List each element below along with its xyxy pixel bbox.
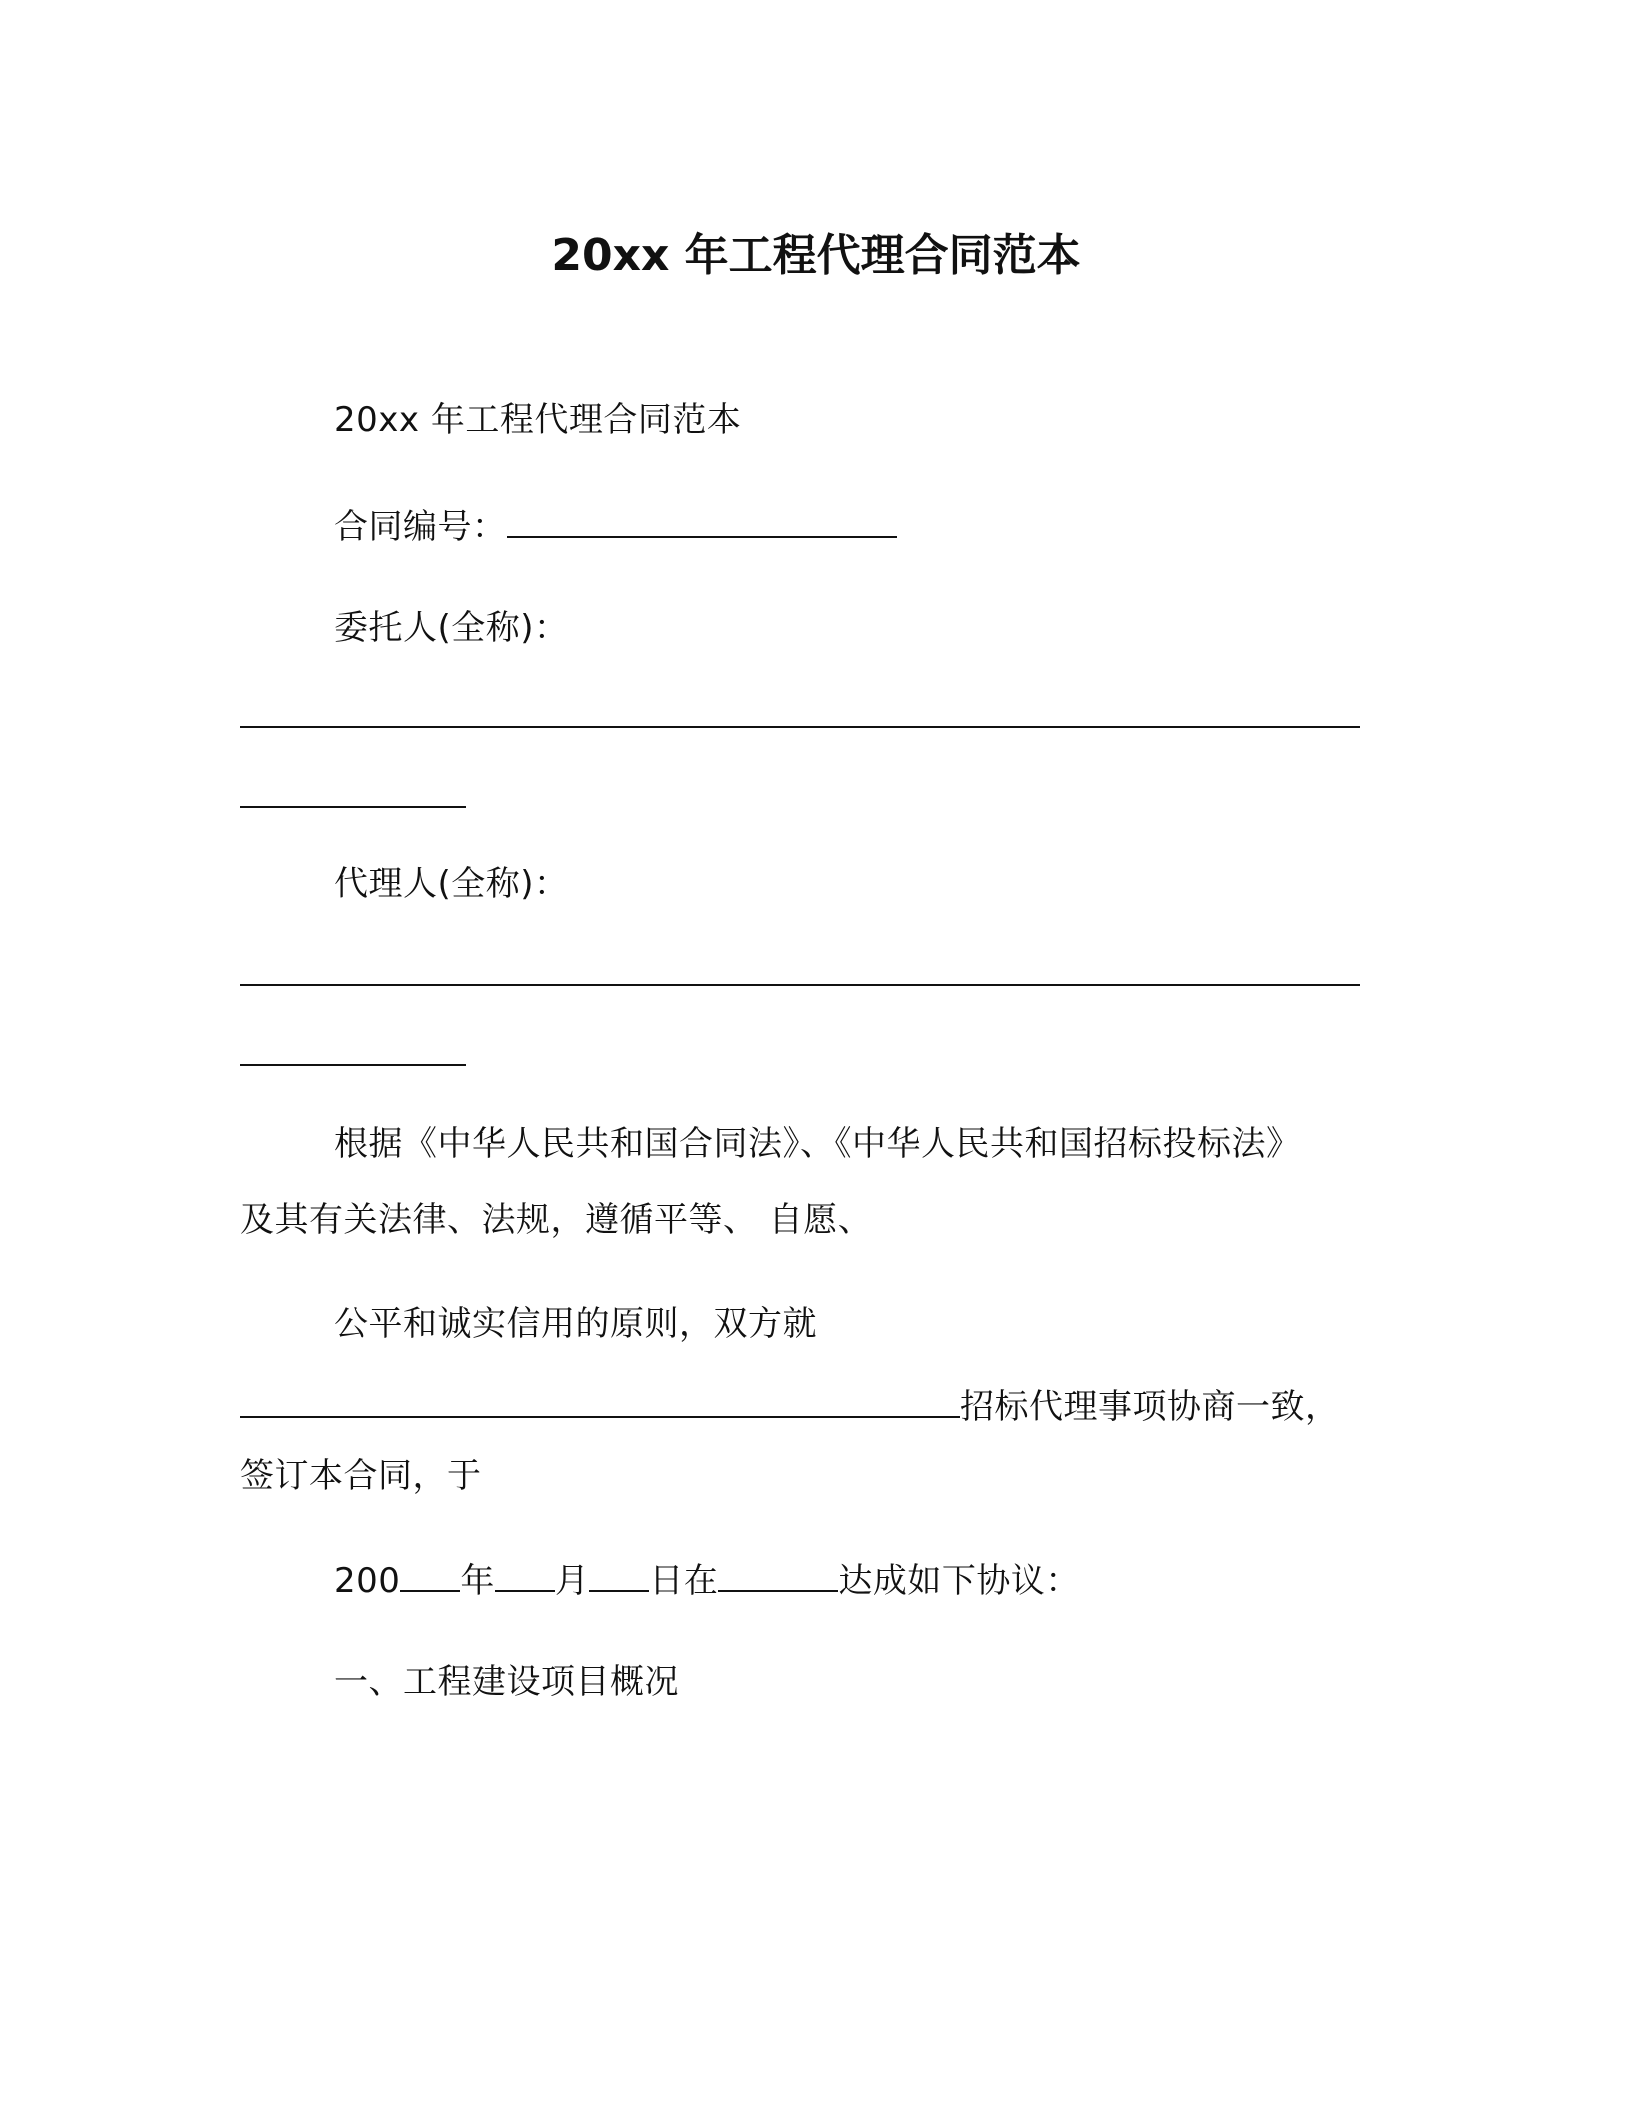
paragraph-legal-basis-line1: 根据《中华人民共和国合同法》、《中华人民共和国招标投标法》 [334, 1124, 1301, 1164]
agent-label: 代理人(全称)： [334, 864, 569, 904]
date-month-label: 月 [554, 1561, 590, 1601]
day-blank [589, 1558, 649, 1592]
document-subtitle: 20xx 年工程代理合同范本 [334, 400, 742, 440]
section-1-heading: 一、工程建设项目概况 [334, 1662, 679, 1702]
client-label: 委托人(全称)： [334, 608, 569, 648]
date-year-prefix: 200 [334, 1561, 401, 1601]
paragraph-legal-basis-line2: 及其有关法律、法规，遵循平等、 自愿、 [240, 1200, 873, 1240]
contract-number-line [334, 504, 897, 549]
paragraph-principles-line3: 签订本合同，于 [240, 1456, 482, 1496]
agent-name-blank-continued [240, 1064, 466, 1066]
client-name-blank [240, 726, 1360, 728]
contract-number-label: 合同编号： [334, 507, 507, 547]
client-name-blank-continued [240, 806, 466, 808]
date-suffix: 达成如下协议： [838, 1561, 1080, 1601]
signing-date-line [334, 1558, 1080, 1603]
paragraph-principles-suffix: 招标代理事项协商一致， [960, 1387, 1340, 1427]
document-title: 20xx 年工程代理合同范本 [551, 230, 1081, 281]
place-blank [718, 1558, 838, 1592]
contract-number-blank [507, 504, 897, 538]
paragraph-principles-line2 [240, 1384, 1340, 1429]
date-day-label: 日在 [649, 1561, 719, 1601]
project-name-blank [240, 1384, 960, 1418]
year-blank [400, 1558, 460, 1592]
month-blank [495, 1558, 555, 1592]
date-year-label: 年 [460, 1561, 495, 1601]
agent-name-blank [240, 984, 1360, 986]
paragraph-principles-line1: 公平和诚实信用的原则，双方就 [334, 1304, 817, 1344]
